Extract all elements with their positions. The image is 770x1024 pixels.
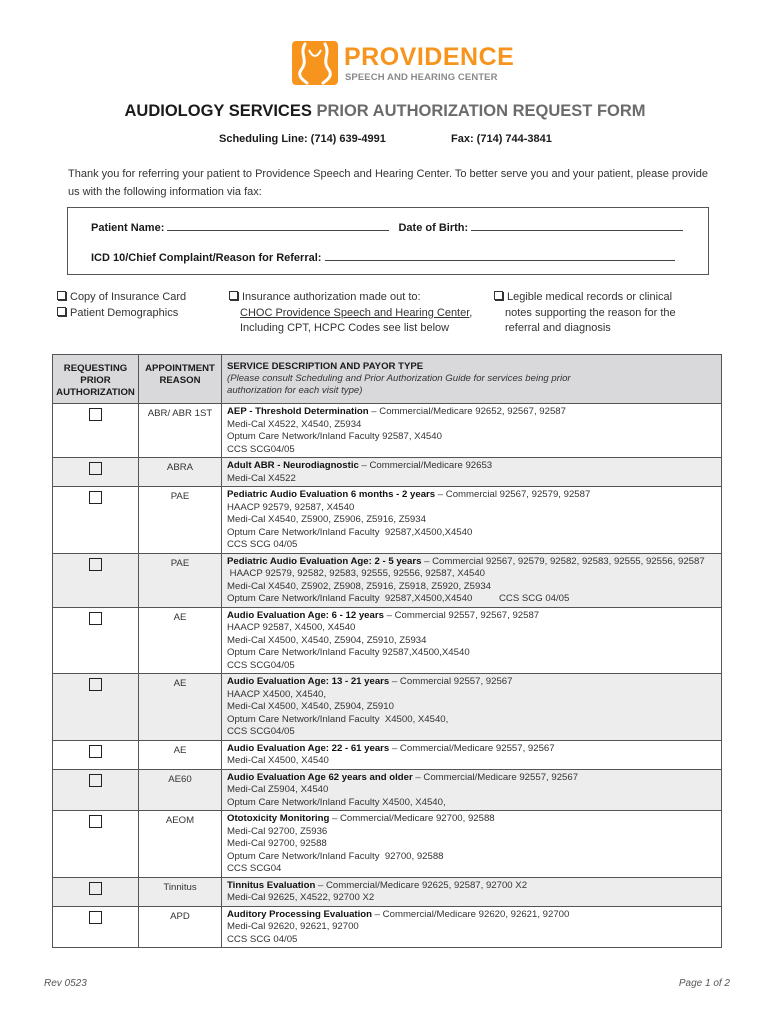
reason-cell — [139, 553, 222, 607]
request-checkbox[interactable] — [89, 558, 102, 571]
request-checkbox[interactable] — [89, 745, 102, 758]
service-cell — [222, 877, 722, 906]
reason-cell — [139, 674, 222, 741]
checklist-col1 — [57, 290, 227, 321]
service-payor: – Commercial/Medicare 92700, 92588 — [329, 813, 495, 824]
service-code-line: Medi-Cal X4500, X4540 — [227, 755, 329, 766]
checklist-col2-line2: CHOC Providence Speech and Hearing Center, — [240, 306, 473, 319]
service-title: AEP - Threshold Determination — [227, 406, 369, 417]
reason-cell — [139, 458, 222, 487]
service-payor: – Commercial 92557, 92567 — [389, 676, 513, 687]
service-cell — [222, 553, 722, 607]
request-checkbox[interactable] — [89, 911, 102, 924]
service-code-line: Optum Care Network/Inland Faculty 92587,X4500,X4540 CCS SCG 04/05 — [227, 593, 570, 604]
reason-cell — [139, 487, 222, 554]
dob-field[interactable] — [471, 220, 683, 231]
service-title: Ototoxicity Monitoring — [227, 813, 330, 824]
service-code-line: Medi-Cal Z5904, X4540 — [227, 784, 329, 795]
service-payor: – Commercial 92567, 92579, 92582, 92583, 92555, 92556, 92587 — [421, 555, 705, 567]
appointment-reason: ABR/ ABR 1ST — [147, 408, 213, 419]
request-checkbox[interactable] — [89, 491, 102, 504]
checklist-col2-line3: Including CPT, HCPC Codes see list below — [240, 322, 450, 334]
service-code-line: Medi-Cal X4540, Z5900, Z5906, Z5916, Z5934 — [227, 514, 426, 525]
appointment-reason: PAE — [170, 557, 190, 569]
service-code-line: CCS SCG04/05 — [227, 726, 295, 737]
providence-logo-icon — [291, 40, 339, 86]
service-cell — [222, 458, 722, 487]
service-payor: – Commercial 92567, 92579, 92587 — [435, 489, 591, 500]
request-checkbox[interactable] — [89, 678, 102, 691]
table-row — [53, 487, 722, 554]
appointment-reason: AE — [173, 611, 187, 623]
service-payor: – Commercial/Medicare 92557, 92567 — [412, 771, 579, 783]
patient-name-label: Patient Name: — [91, 222, 165, 234]
checklist-col3-line3: referral and diagnosis — [505, 322, 611, 334]
service-cell — [222, 607, 722, 674]
reason-cell — [139, 906, 222, 948]
request-checkbox[interactable] — [89, 815, 102, 828]
service-payor: – Commercial/Medicare 92620, 92621, 92700 — [372, 908, 570, 920]
service-title: Adult ABR - Neurodiagnostic — [227, 460, 359, 471]
header-service: SERVICE DESCRIPTION AND PAYOR TYPE (Please consult Scheduling and Prior Authorization Guide for services being prior authorization for each visit type) — [222, 355, 722, 404]
service-cell — [222, 906, 722, 948]
appointment-reason: AE — [173, 678, 187, 689]
request-checkbox[interactable] — [89, 408, 102, 421]
request-cell — [53, 487, 139, 554]
service-code-line: Optum Care Network/Inland Faculty 92700, 92588 — [227, 850, 444, 862]
service-code-line: Medi-Cal X4522, X4540, Z5934 — [227, 418, 362, 430]
request-cell — [53, 769, 139, 811]
table-row — [53, 877, 722, 906]
revision-label: Rev 0523 — [44, 978, 87, 989]
service-cell — [222, 811, 722, 878]
request-checkbox[interactable] — [89, 882, 102, 895]
appointment-reason: PAE — [170, 491, 190, 502]
reason-cell — [139, 607, 222, 674]
table-row — [53, 811, 722, 878]
header-requesting: REQUESTING PRIOR AUTHORIZATION — [53, 355, 139, 404]
service-code-line: Optum Care Network/Inland Faculty 92587,X4500,X4540 — [227, 647, 470, 658]
table-row — [53, 740, 722, 769]
request-checkbox[interactable] — [89, 462, 102, 475]
request-cell — [53, 811, 139, 878]
checklist-col2-line1: Insurance authorization made out to: — [242, 291, 421, 303]
scheduling-line: Scheduling Line: (714) 639-4991 — [219, 133, 386, 145]
appointment-reason: AEOM — [165, 815, 195, 826]
dob-label: Date of Birth: — [398, 222, 469, 234]
checkbox-icon[interactable] — [57, 307, 66, 316]
request-cell — [53, 740, 139, 769]
reason-cell — [139, 769, 222, 811]
service-code-line: Medi-Cal X4500, X4540, Z5904, Z5910, Z5934 — [227, 634, 427, 646]
logo-subtitle: SPEECH AND HEARING CENTER — [345, 72, 498, 83]
service-code-line: Optum Care Network/Inland Faculty X4500, X4540, — [227, 796, 446, 808]
service-cell — [222, 769, 722, 811]
icd-label: ICD 10/Chief Complaint/Reason for Referral: — [91, 252, 322, 264]
appointment-reason: AE — [173, 744, 187, 756]
providence-logo — [291, 40, 515, 86]
service-code-line: HAACP X4500, X4540, — [227, 688, 327, 700]
service-code-line: Medi-Cal X4500, X4540, Z5904, Z5910 — [227, 701, 394, 712]
service-code-line: Medi-Cal X4540, Z5902, Z5908, Z5916, Z5918, Z5920, Z5934 — [227, 580, 491, 592]
service-title: Auditory Processing Evaluation — [227, 908, 373, 920]
request-cell — [53, 553, 139, 607]
request-cell — [53, 458, 139, 487]
service-code-line: CCS SCG04/05 — [227, 443, 295, 455]
checkbox-icon[interactable] — [229, 291, 238, 300]
checklist-col3-line2: notes supporting the reason for the — [505, 306, 676, 319]
intro-text: Thank you for referring your patient to Providence Speech and Hearing Center. To better serve you and your patient, please provide us with the following information via fax: — [68, 168, 709, 198]
service-cell — [222, 674, 722, 741]
service-code-line: HAACP 92587, X4500, X4540 — [227, 622, 356, 633]
patient-info-box — [67, 207, 709, 275]
form-title — [0, 102, 770, 121]
service-table — [52, 354, 722, 948]
service-code-line: Medi-Cal 92700, 92588 — [227, 838, 327, 849]
header-appointment: APPOINTMENT REASON — [139, 355, 222, 404]
checkbox-icon[interactable] — [494, 291, 503, 300]
service-code-line: Medi-Cal X4522 — [227, 472, 296, 484]
appointment-reason: ABRA — [166, 462, 194, 473]
request-cell — [53, 607, 139, 674]
table-row — [53, 458, 722, 487]
service-title: Audio Evaluation Age: 6 - 12 years — [227, 609, 384, 621]
table-row — [53, 553, 722, 607]
appointment-reason: AE60 — [168, 773, 192, 785]
icd-field[interactable] — [325, 250, 675, 261]
service-title: Tinnitus Evaluation — [227, 879, 316, 891]
request-checkbox[interactable] — [89, 774, 102, 787]
reason-cell — [139, 877, 222, 906]
table-header-row — [53, 355, 722, 404]
request-checkbox[interactable] — [89, 612, 102, 625]
service-code-line: Optum Care Network/Inland Faculty 92587,X4500,X4540 — [227, 526, 473, 538]
table-row — [53, 404, 722, 458]
table-row — [53, 607, 722, 674]
table-row — [53, 769, 722, 811]
service-code-line: Medi-Cal 92700, Z5936 — [227, 825, 328, 837]
service-code-line: Optum Care Network/Inland Faculty X4500, X4540, — [227, 713, 449, 725]
request-cell — [53, 404, 139, 458]
checklist-item: Patient Demographics — [57, 306, 227, 322]
checklist-col3 — [494, 290, 724, 337]
service-cell — [222, 740, 722, 769]
patient-name-field[interactable] — [167, 220, 389, 231]
request-cell — [53, 906, 139, 948]
form-title-part1: AUDIOLOGY SERVICES — [124, 102, 312, 120]
table-row — [53, 906, 722, 948]
service-cell — [222, 487, 722, 554]
table-row — [53, 674, 722, 741]
reason-cell — [139, 404, 222, 458]
service-code-line: CCS SCG04 — [227, 863, 282, 874]
service-code-line: HAACP 92579, 92582, 92583, 92555, 92556, 92587, X4540 — [227, 568, 486, 579]
service-title: Audio Evaluation Age: 13 - 21 years — [227, 676, 390, 687]
service-code-line: Medi-Cal 92620, 92621, 92700 — [227, 921, 359, 932]
service-payor: – Commercial/Medicare 92652, 92567, 92587 — [368, 406, 566, 417]
service-code-line: Medi-Cal 92625, X4522, 92700 X2 — [227, 892, 375, 903]
appointment-reason: Tinnitus — [163, 881, 197, 893]
form-title-part2: PRIOR AUTHORIZATION REQUEST FORM — [316, 102, 646, 120]
checkbox-icon[interactable] — [57, 291, 66, 300]
service-payor: – Commercial/Medicare 92557, 92567 — [389, 742, 555, 754]
service-code-line: Optum Care Network/Inland Faculty 92587, X4540 — [227, 431, 442, 442]
service-title: Audio Evaluation Age 62 years and older — [227, 771, 413, 783]
appointment-reason: APD — [170, 910, 190, 922]
fax-line: Fax: (714) 744-3841 — [451, 133, 552, 145]
service-title: Audio Evaluation Age: 22 - 61 years — [227, 742, 390, 754]
reason-cell — [139, 740, 222, 769]
service-payor: – Commercial/Medicare 92653 — [358, 460, 493, 471]
checklist-col3-line1: Legible medical records or clinical — [507, 291, 673, 303]
checklist-item: Copy of Insurance Card — [57, 290, 227, 306]
service-title: Pediatric Audio Evaluation 6 months - 2 years — [227, 489, 436, 500]
service-payor: – Commercial/Medicare 92625, 92587, 92700 X2 — [315, 879, 528, 891]
service-code-line: CCS SCG 04/05 — [227, 933, 298, 945]
checklist-col2 — [229, 290, 489, 337]
reason-cell — [139, 811, 222, 878]
service-payor: – Commercial 92557, 92567, 92587 — [383, 609, 540, 621]
service-code-line: CCS SCG 04/05 — [227, 539, 298, 550]
service-code-line: CCS SCG04/05 — [227, 659, 295, 671]
page-number: Page 1 of 2 — [678, 978, 730, 989]
request-cell — [53, 674, 139, 741]
service-title: Pediatric Audio Evaluation Age: 2 - 5 years — [227, 555, 422, 567]
logo-name: PROVIDENCE — [344, 43, 515, 71]
service-cell — [222, 404, 722, 458]
request-cell — [53, 877, 139, 906]
service-code-line: HAACP 92579, 92587, X4540 — [227, 501, 355, 513]
